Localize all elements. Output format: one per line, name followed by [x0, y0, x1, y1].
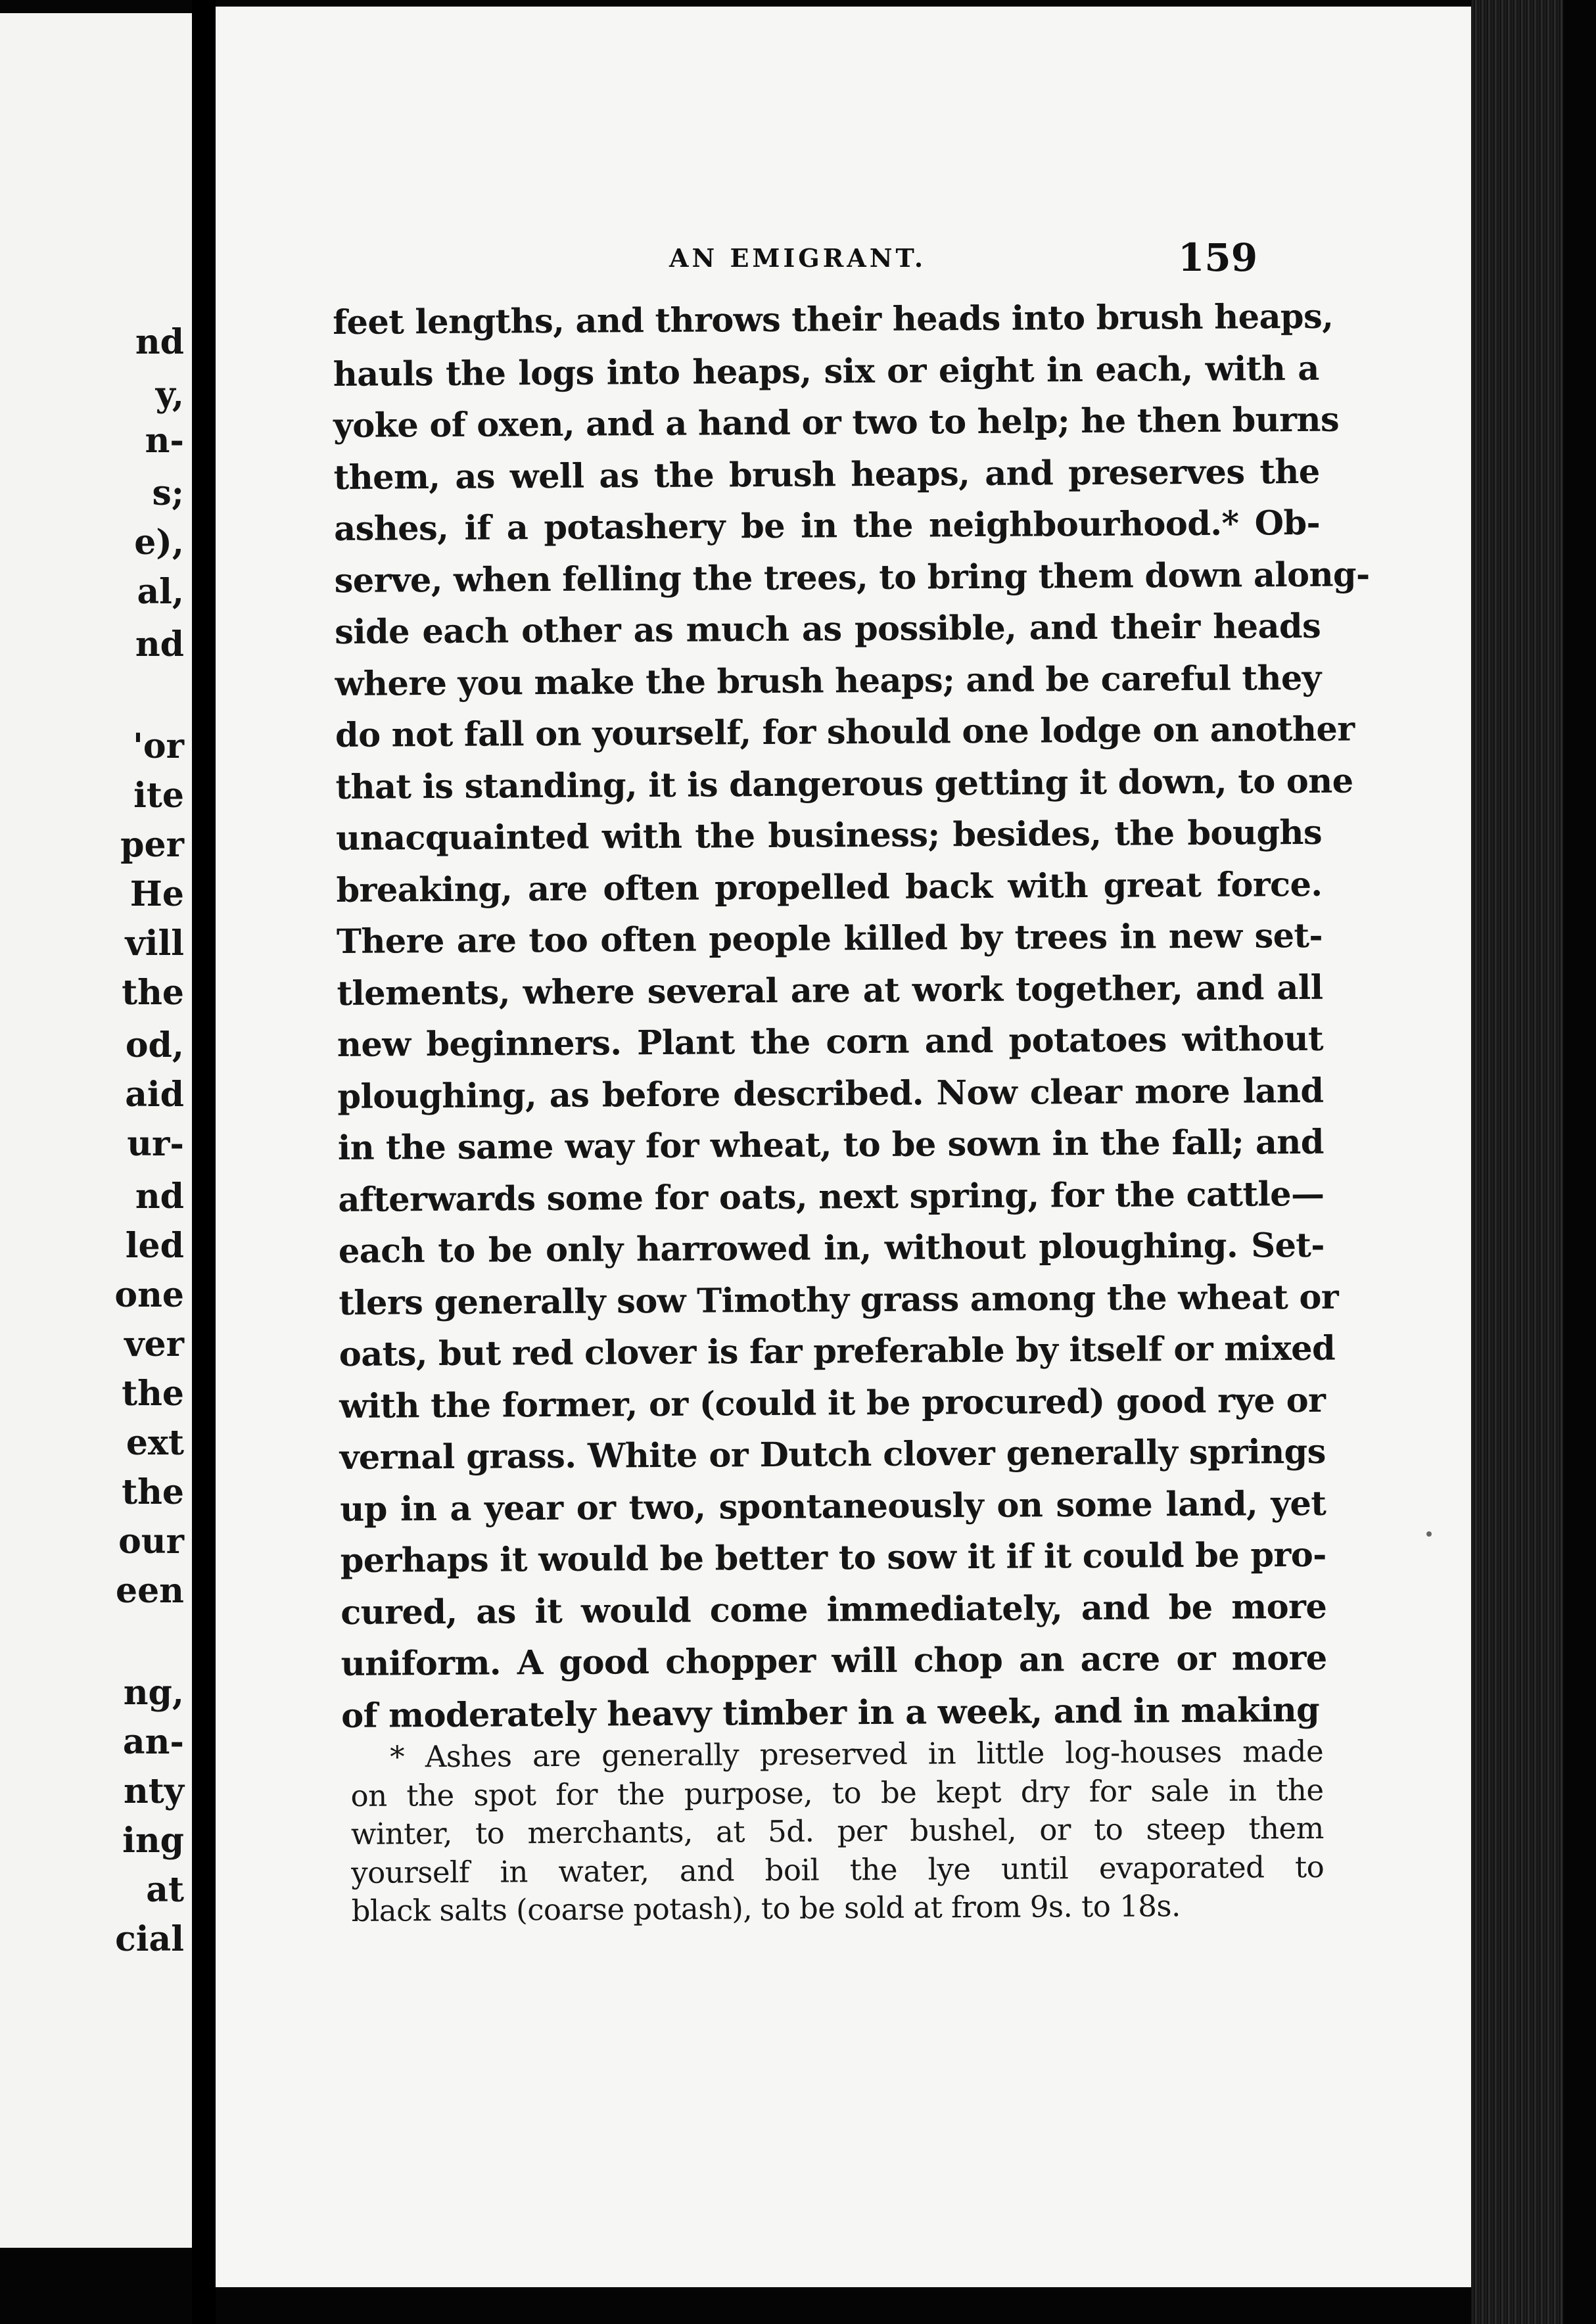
body-line: where you make the brush heaps; and be careful they	[335, 658, 1321, 704]
book-gutter	[192, 0, 216, 2324]
previous-page-fragment-text: al,	[137, 572, 184, 612]
previous-page-fragment-text: at	[146, 1870, 184, 1910]
body-line: afterwards some for oats, next spring, for the cattle—	[338, 1174, 1325, 1220]
body-line: with the former, or (could it be procured) good rye or	[339, 1380, 1326, 1426]
body-line: them, as well as the brush heaps, and preserves the	[333, 452, 1320, 498]
running-title: AN EMIGRANT.	[669, 243, 927, 273]
previous-page-fragment-text: ext	[126, 1423, 184, 1463]
body-line: perhaps it would be better to sow it if it could be pro-	[340, 1535, 1326, 1581]
body-line: cured, as it would come immediately, and be more	[340, 1587, 1327, 1633]
body-line: each to be only harrowed in, without ploughing. Set-	[338, 1225, 1325, 1271]
previous-page-fragment-text: nd	[135, 1176, 184, 1217]
previous-page-fragment-text: n-	[145, 421, 184, 461]
previous-page-fragment-text: an-	[122, 1722, 184, 1762]
previous-page-fragment-text: nd	[135, 322, 184, 362]
previous-page-fragment-text: led	[125, 1226, 184, 1266]
previous-page-fragment-text: He	[129, 874, 184, 914]
body-line: side each other as much as possible, and their heads	[334, 606, 1321, 652]
page-number: 159	[1178, 235, 1258, 280]
footnote-line: winter, to merchants, at 5d. per bushel, or to steep them	[350, 1810, 1325, 1851]
body-line: hauls the logs into heaps, six or eight in each, with a	[333, 348, 1319, 394]
paper-speck	[1426, 1531, 1432, 1537]
footnote-line: * Ashes are generally preserved in little log-houses made	[390, 1733, 1324, 1775]
book-page	[216, 7, 1478, 2287]
previous-page-fragment-text: een	[116, 1571, 184, 1611]
footnote-line: on the spot for the purpose, to be kept dry for sale in the	[350, 1772, 1324, 1813]
previous-page-fragment-text: 'or	[133, 726, 184, 766]
body-line: There are too often people killed by trees in new set-	[336, 916, 1323, 962]
previous-page-fragment-text: ite	[133, 776, 184, 816]
body-line: ploughing, as before described. Now clear more land	[337, 1071, 1324, 1117]
page-edges-stack	[1471, 0, 1563, 2324]
body-line: new beginners. Plant the corn and potatoes without	[337, 1019, 1324, 1065]
previous-page-fragment-text: per	[120, 825, 184, 865]
body-line: uniform. A good chopper will chop an acre or more	[340, 1638, 1327, 1684]
scan-border-right	[1563, 0, 1596, 2324]
running-header	[216, 235, 1478, 281]
footnote-line: yourself in water, and boil the lye until evaporated to	[351, 1849, 1325, 1890]
previous-page-fragment-text: the	[122, 973, 184, 1013]
previous-page-fragment-text: nd	[135, 624, 184, 664]
previous-page-fragment-text: nty	[123, 1771, 184, 1811]
body-line: serve, when felling the trees, to bring them down along-	[334, 554, 1370, 601]
body-line: ashes, if a potashery be in the neighbourhood.* Ob-	[333, 503, 1321, 549]
previous-page-fragment-text: s;	[152, 473, 184, 513]
body-line: up in a year or two, spontaneously on some land, yet	[340, 1483, 1326, 1529]
previous-page-fragment-text: the	[122, 1374, 184, 1414]
previous-page-fragment-text: y,	[155, 375, 184, 415]
body-line: of moderately heavy timber in a week, and in making	[341, 1690, 1320, 1736]
body-line: in the same way for wheat, to be sown in the fall; and	[337, 1122, 1325, 1168]
body-text	[333, 291, 1370, 1742]
body-line: tlements, where several are at work together, and all	[337, 967, 1323, 1013]
body-line: tlers generally sow Timothy grass among the wheat or	[339, 1277, 1339, 1323]
previous-page-fragment-text: ng,	[123, 1673, 184, 1713]
body-line: feet lengths, and throws their heads into brush heaps,	[333, 296, 1334, 342]
body-line: yoke of oxen, and a hand or two to help; he then burns	[333, 400, 1340, 446]
footnote-line: black salts (coarse potash), to be sold at from 9s. to 18s.	[351, 1888, 1181, 1928]
previous-page-fragment-text: our	[118, 1522, 184, 1562]
previous-page-fragment-text: ing	[122, 1821, 184, 1861]
body-line: oats, but red clover is far preferable by itself or mixed	[339, 1328, 1336, 1374]
previous-page-fragment-text: vill	[125, 923, 184, 964]
previous-page-fragment-text: od,	[125, 1025, 184, 1065]
previous-page-fragment-text: ver	[124, 1324, 184, 1364]
footnote	[350, 1732, 1325, 1931]
previous-page-fragment	[0, 13, 192, 2248]
body-line: vernal grass. White or Dutch clover generally springs	[339, 1431, 1326, 1477]
body-line: breaking, are often propelled back with great force.	[336, 864, 1323, 910]
previous-page-fragment-text: one	[114, 1275, 184, 1315]
previous-page-fragment-text: ur-	[127, 1124, 184, 1164]
body-line: do not fall on yourself, for should one lodge on another	[335, 709, 1355, 755]
previous-page-fragment-text: aid	[125, 1075, 184, 1115]
body-line: that is standing, it is dangerous getting it down, to one	[335, 761, 1353, 807]
previous-page-fragment-text: e),	[134, 523, 184, 563]
previous-page-fragment-text: the	[122, 1472, 184, 1512]
previous-page-fragment-text: cial	[115, 1919, 184, 1959]
body-line: unacquainted with the business; besides, the boughs	[335, 812, 1323, 858]
